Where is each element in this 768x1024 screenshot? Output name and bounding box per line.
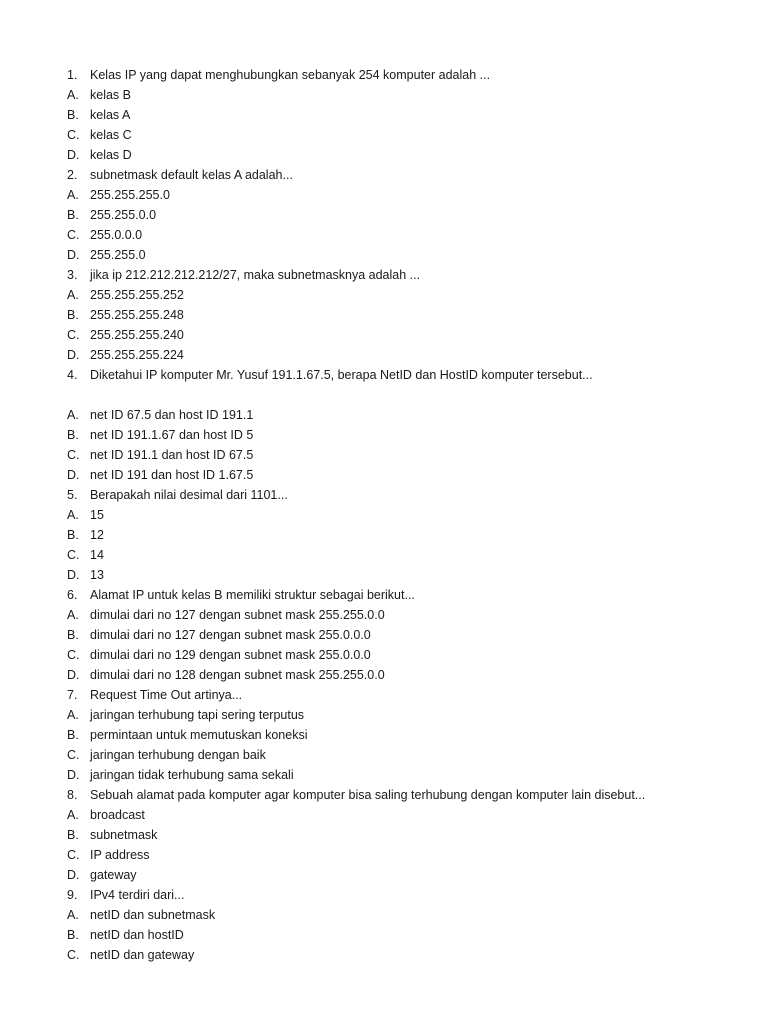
question-number: 7. [67, 688, 78, 702]
option-letter: C. [67, 228, 80, 242]
option-text: 255.0.0.0 [90, 228, 143, 242]
question-text: Sebuah alamat pada komputer agar komputer bisa saling terhubung dengan komputer lain disebut... [90, 788, 646, 802]
option-text: dimulai dari no 129 dengan subnet mask 255.0.0.0 [90, 648, 371, 662]
question-number: 1. [67, 68, 78, 82]
question-6 [67, 585, 747, 605]
question-8-option-a [67, 805, 747, 825]
question-6-option-a [67, 605, 747, 625]
option-letter: A. [67, 508, 79, 522]
option-letter: A. [67, 288, 79, 302]
option-letter: C. [67, 948, 80, 962]
option-letter: B. [67, 928, 79, 942]
option-letter: D. [67, 148, 80, 162]
question-text: Kelas IP yang dapat menghubungkan sebanyak 254 komputer adalah ... [90, 68, 491, 82]
option-text: jaringan terhubung tapi sering terputus [90, 708, 305, 722]
option-text: netID dan gateway [90, 948, 195, 962]
option-text: 255.255.255.224 [90, 348, 184, 362]
option-text: dimulai dari no 127 dengan subnet mask 255.0.0.0 [90, 628, 371, 642]
option-letter: A. [67, 88, 79, 102]
question-6-option-d [67, 665, 747, 685]
question-2 [67, 165, 747, 185]
option-text: dimulai dari no 127 dengan subnet mask 255.255.0.0 [90, 608, 385, 622]
question-text: Berapakah nilai desimal dari 1101... [90, 488, 288, 502]
option-text: netID dan subnetmask [90, 908, 216, 922]
option-letter: C. [67, 548, 80, 562]
question-8 [67, 785, 747, 805]
option-text: 12 [90, 528, 104, 542]
option-text: net ID 191.1 dan host ID 67.5 [90, 448, 254, 462]
question-7 [67, 685, 747, 705]
question-2-option-c [67, 225, 747, 245]
question-text: subnetmask default kelas A adalah... [90, 168, 293, 182]
question-number: 4. [67, 368, 78, 382]
option-text: 255.255.255.252 [90, 288, 184, 302]
question-7-option-d [67, 765, 747, 785]
option-text: netID dan hostID [90, 928, 184, 942]
question-7-option-a [67, 705, 747, 725]
option-letter: B. [67, 308, 79, 322]
question-6-option-b [67, 625, 747, 645]
option-text: 255.255.0.0 [90, 208, 157, 222]
question-4-option-c [67, 445, 747, 465]
question-1-option-d [67, 145, 747, 165]
question-3-option-a [67, 285, 747, 305]
question-5-option-b [67, 525, 747, 545]
option-text: dimulai dari no 128 dengan subnet mask 255.255.0.0 [90, 668, 385, 682]
question-3 [67, 265, 747, 285]
question-5 [67, 485, 747, 505]
question-1 [67, 65, 747, 85]
question-2-option-b [67, 205, 747, 225]
option-letter: D. [67, 668, 80, 682]
question-text: Request Time Out artinya... [90, 688, 243, 702]
question-text: jika ip 212.212.212.212/27, maka subnetmasknya adalah ... [90, 268, 421, 282]
option-letter: B. [67, 728, 79, 742]
option-letter: B. [67, 108, 79, 122]
option-letter: A. [67, 608, 79, 622]
option-letter: A. [67, 708, 79, 722]
question-9 [67, 885, 747, 905]
question-1-option-a [67, 85, 747, 105]
option-text: 255.255.0 [90, 248, 146, 262]
question-9-option-b [67, 925, 747, 945]
question-9-option-a [67, 905, 747, 925]
option-text: kelas B [90, 88, 131, 102]
option-letter: D. [67, 468, 80, 482]
question-4-option-b [67, 425, 747, 445]
question-5-option-c [67, 545, 747, 565]
option-letter: C. [67, 128, 80, 142]
option-text: jaringan tidak terhubung sama sekali [90, 768, 294, 782]
option-text: 255.255.255.240 [90, 328, 184, 342]
option-letter: A. [67, 188, 79, 202]
option-text: net ID 191 dan host ID 1.67.5 [90, 468, 254, 482]
option-letter: B. [67, 528, 79, 542]
question-3-option-b [67, 305, 747, 325]
option-text: net ID 67.5 dan host ID 191.1 [90, 408, 254, 422]
option-text: subnetmask [90, 828, 158, 842]
option-text: 255.255.255.0 [90, 188, 170, 202]
question-number: 8. [67, 788, 78, 802]
option-letter: C. [67, 448, 80, 462]
question-1-option-b [67, 105, 747, 125]
question-3-option-c [67, 325, 747, 345]
option-text: 255.255.255.248 [90, 308, 184, 322]
option-letter: B. [67, 428, 79, 442]
option-text: gateway [90, 868, 137, 882]
option-letter: A. [67, 908, 79, 922]
option-letter: C. [67, 748, 80, 762]
option-letter: B. [67, 628, 79, 642]
question-7-option-c [67, 745, 747, 765]
option-text: 13 [90, 568, 104, 582]
question-number: 6. [67, 588, 78, 602]
question-number: 2. [67, 168, 78, 182]
option-text: net ID 191.1.67 dan host ID 5 [90, 428, 254, 442]
option-letter: C. [67, 648, 80, 662]
option-text: kelas A [90, 108, 131, 122]
question-7-option-b [67, 725, 747, 745]
option-text: permintaan untuk memutuskan koneksi [90, 728, 308, 742]
question-2-option-a [67, 185, 747, 205]
question-5-option-d [67, 565, 747, 585]
question-3-option-d [67, 345, 747, 365]
question-number: 9. [67, 888, 78, 902]
question-text: Alamat IP untuk kelas B memiliki struktur sebagai berikut... [90, 588, 415, 602]
option-letter: D. [67, 768, 80, 782]
option-text: jaringan terhubung dengan baik [90, 748, 266, 762]
option-letter: C. [67, 328, 80, 342]
option-letter: C. [67, 848, 80, 862]
option-letter: D. [67, 348, 80, 362]
option-letter: D. [67, 868, 80, 882]
option-text: broadcast [90, 808, 145, 822]
question-4-option-d [67, 465, 747, 485]
option-text: 15 [90, 508, 104, 522]
option-letter: A. [67, 408, 79, 422]
option-text: kelas C [90, 128, 132, 142]
question-number: 5. [67, 488, 78, 502]
option-text: 14 [90, 548, 104, 562]
question-8-option-d [67, 865, 747, 885]
question-2-option-d [67, 245, 747, 265]
option-letter: B. [67, 828, 79, 842]
question-4-option-a [67, 405, 747, 425]
question-number: 3. [67, 268, 78, 282]
question-document [67, 65, 747, 965]
question-text: IPv4 terdiri dari... [90, 888, 185, 902]
question-1-option-c [67, 125, 747, 145]
question-5-option-a [67, 505, 747, 525]
question-9-option-c [67, 945, 747, 965]
option-letter: D. [67, 248, 80, 262]
option-text: IP address [90, 848, 150, 862]
question-text: Diketahui IP komputer Mr. Yusuf 191.1.67.5, berapa NetID dan HostID komputer tersebut... [90, 368, 593, 382]
question-4 [67, 365, 747, 385]
question-6-option-c [67, 645, 747, 665]
option-letter: B. [67, 208, 79, 222]
option-letter: A. [67, 808, 79, 822]
option-letter: D. [67, 568, 80, 582]
option-text: kelas D [90, 148, 132, 162]
question-8-option-b [67, 825, 747, 845]
question-8-option-c [67, 845, 747, 865]
